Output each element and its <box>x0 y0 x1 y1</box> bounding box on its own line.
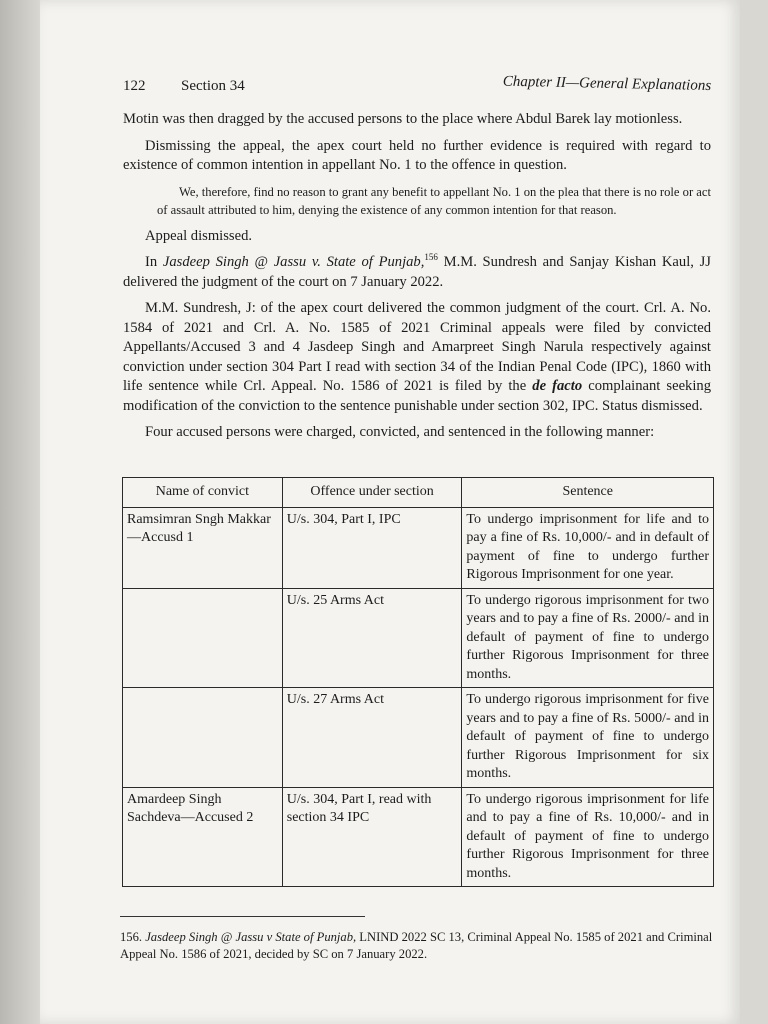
cell-sentence: To undergo rigorous imprisonment for life and to pay a fine of Rs. 10,000/- and in default of payment of fine to undergo further Rigorous Imprisonment for three months. <box>462 787 714 887</box>
paragraph-3: Appeal dismissed. <box>145 227 253 244</box>
cell-sentence: To undergo rigorous imprisonment for two years and to pay a fine of Rs. 2000/- and in default of payment of fine to undergo further Rigorous Imprisonment for three months. <box>462 588 714 688</box>
cell-name: Amardeep Singh Sachdeva—Accused 2 <box>123 787 283 887</box>
cell-name <box>123 688 283 788</box>
convict-table <box>122 477 714 887</box>
paragraph-1: Motin was then dragged by the accused persons to the place where Abdul Barek lay motionless. <box>123 111 683 127</box>
cell-sentence: To undergo rigorous imprisonment for five years and to pay a fine of Rs. 5000/- and in default of payment of fine to undergo further Rigorous Imprisonment for six months. <box>462 688 714 788</box>
paragraph-4 <box>123 253 711 292</box>
table-row <box>123 588 714 688</box>
table-row <box>123 507 714 588</box>
p5-pre: M.M. Sundresh, J: of the apex court delivered the common judgment of the court. Crl. A. No. 1584 of 2021 and Crl. A. No. 1585 of 2021 Criminal appeals were filed by convicted Appellants/Accused 3 and 4 Jasdeep Singh and Amarpreet Singh Narula respectively against conviction under section 304 Part I read with section 34 of the Indian Penal Code (IPC), 1860 with life sentence while Crl. Appeal. No. 1586 of 2021 is filed by the <box>123 300 711 394</box>
footnote-ref: 156 <box>424 252 438 263</box>
block-quote <box>123 183 711 219</box>
paragraph-6: Four accused persons were charged, convicted, and sentenced in the following manner: <box>145 424 655 440</box>
body-text <box>123 110 711 450</box>
cell-offence: U/s. 27 Arms Act <box>282 688 462 788</box>
running-section: Section 34 <box>181 78 245 94</box>
header-sentence: Sentence <box>462 478 714 508</box>
case-name: Jasdeep Singh @ Jassu v. State of Punjab, <box>162 254 425 270</box>
p4-pre: In <box>145 254 163 270</box>
block-quote-text: We, therefore, find no reason to grant any benefit to appellant No. 1 on the plea that there is no role or act of assault attributed to him, denying the existence of any common intention for that reason. <box>157 184 711 217</box>
footnote <box>120 929 714 963</box>
paragraph-5 <box>123 299 711 416</box>
cell-offence: U/s. 304, Part I, IPC <box>282 507 462 588</box>
cell-name <box>123 588 283 688</box>
table-row <box>123 787 714 887</box>
running-header <box>123 73 711 102</box>
de-facto: de facto <box>532 378 583 394</box>
cell-offence: U/s. 25 Arms Act <box>282 588 462 688</box>
paragraph-2: Dismissing the appeal, the apex court held no further evidence is required with regard to existence of common intention in appellant No. 1 to the offence in question. <box>123 137 711 173</box>
cell-sentence: To undergo imprisonment for life and to pay a fine of Rs. 10,000/- and in default of payment of fine to undergo further Rigorous Imprisonment for one year. <box>462 507 714 588</box>
page-number: 122 <box>123 78 146 94</box>
footnote-case: Jasdeep Singh @ Jassu v State of Punjab, <box>145 930 357 944</box>
table-row <box>123 688 714 788</box>
footnote-rule <box>120 916 365 917</box>
cell-offence: U/s. 304, Part I, read with section 34 IPC <box>282 787 462 887</box>
p5-post: complainant seeking modification of the conviction to the sentence punishable under section 302, IPC. Status dismissed. <box>123 378 712 414</box>
running-chapter: Chapter II—General Explanations <box>502 73 711 94</box>
footnote-text: LNIND 2022 SC 13, Criminal Appeal No. 1585 of 2021 and Criminal Appeal No. 1586 of 2021, decided by SC on 7 January 2022. <box>120 930 713 961</box>
page-edge-shadow <box>0 0 40 1024</box>
p4-post: M.M. Sundresh and Sanjay Kishan Kaul, JJ delivered the judgment of the court on 7 January 2022. <box>123 254 711 290</box>
header-offence: Offence under section <box>282 478 462 508</box>
cell-name: Ramsimran Sngh Makkar—Accusd 1 <box>123 507 283 588</box>
header-name: Name of convict <box>123 478 283 508</box>
table-header-row <box>123 478 714 508</box>
footnote-number: 156. <box>120 930 143 944</box>
